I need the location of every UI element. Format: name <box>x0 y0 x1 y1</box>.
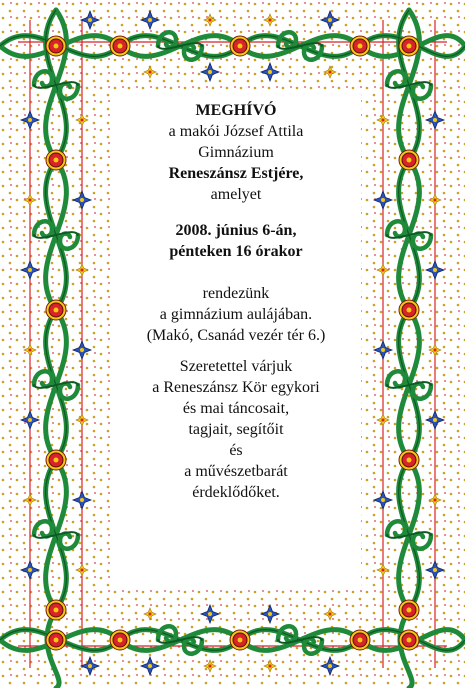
closing-line: a művészetbarát <box>184 463 288 480</box>
intro-line: a makói József Attila <box>168 123 304 140</box>
invitation-text <box>111 100 361 503</box>
event-name: Reneszánsz Estjére, <box>168 165 304 182</box>
venue-line: a gimnázium aulájában. <box>159 306 313 323</box>
venue-line: (Makó, Csanád vezér tér 6.) <box>146 327 326 344</box>
date-line: 2008. június 6-án, <box>175 222 297 239</box>
intro-line: amelyet <box>210 186 262 203</box>
closing-line: és <box>229 442 243 459</box>
closing-line: Szeretettel várjuk <box>179 358 293 375</box>
venue-line: rendezünk <box>202 285 270 302</box>
closing-line: tagjait, segítőit <box>188 421 284 438</box>
heading: MEGHÍVÓ <box>195 102 277 119</box>
closing-line: érdeklődőket. <box>192 484 280 501</box>
closing-line: és mai táncosait, <box>182 400 290 417</box>
intro-line: Gimnázium <box>198 144 274 161</box>
date-line: pénteken 16 órakor <box>169 243 303 260</box>
closing-line: a Reneszánsz Kör egykori <box>152 379 320 396</box>
